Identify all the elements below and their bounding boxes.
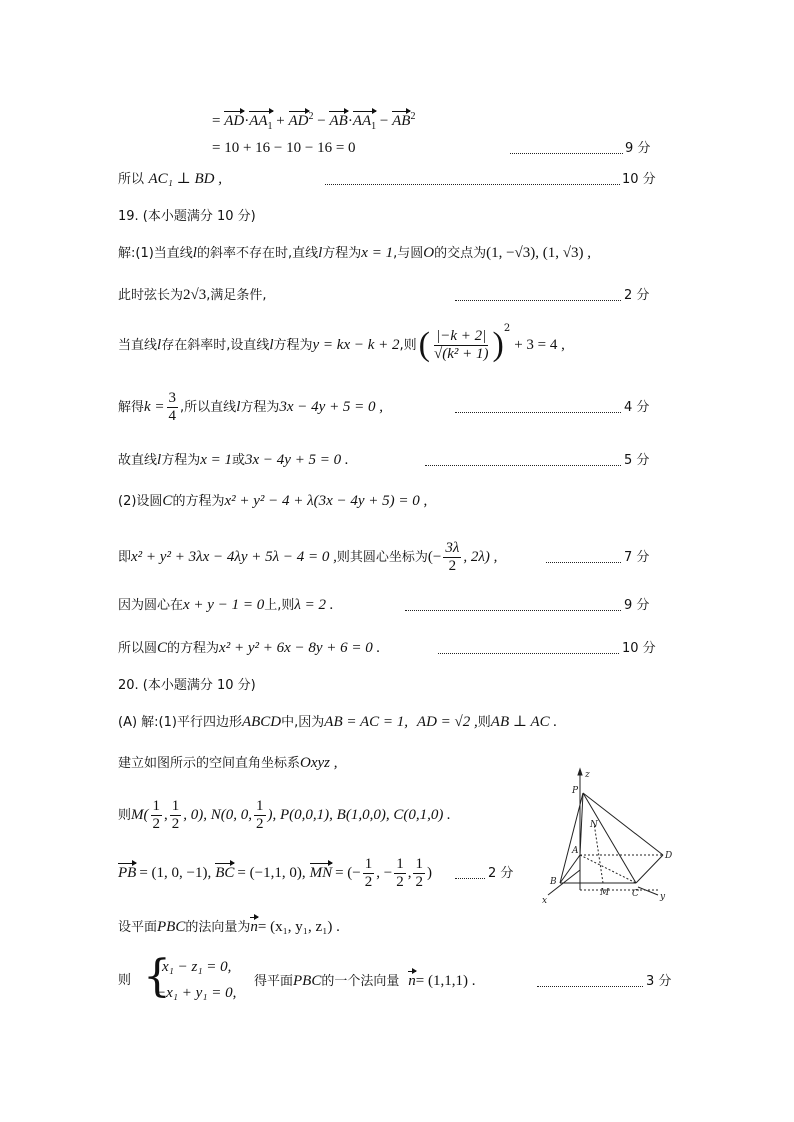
math: l [157, 336, 162, 353]
math: = (−1,1, 0), [237, 864, 306, 881]
edge-ab [560, 855, 580, 883]
conclusion-line [118, 172, 222, 187]
score-dots [546, 562, 621, 563]
text: 即 [118, 549, 132, 565]
math: (− [427, 548, 442, 565]
k-fraction [167, 390, 179, 424]
q20-line-6 [254, 974, 475, 989]
numerator: 3 [168, 390, 177, 406]
text: 的法向量为 [185, 920, 251, 935]
conclusion-math: AC₁ ⊥ BD , [148, 171, 222, 187]
math: = (1, 0, −1), [139, 864, 212, 881]
text: (2)设圆 [118, 494, 163, 509]
math: 3x − 4y + 5 = 0 , [279, 398, 384, 415]
label-a: A [572, 846, 579, 856]
denominator: 4 [168, 407, 177, 424]
text: ,所以直线 [180, 399, 237, 415]
math: + 3 = 4 , [514, 336, 565, 353]
denominator: 2 [448, 557, 457, 574]
math: PBC [293, 973, 322, 989]
text: ,与圆 [393, 246, 424, 261]
q19-line-9 [118, 641, 380, 656]
math: l [192, 245, 197, 261]
fraction [394, 856, 406, 890]
math: 2√3 [183, 287, 207, 303]
math: PBC [157, 919, 186, 935]
fraction [254, 798, 266, 832]
system-row-2: −x₁ + y₁ = 0, [156, 985, 237, 1001]
math: λ = 2 . [294, 597, 334, 613]
math: = (x₁, y₁, z₁) . [257, 919, 340, 935]
score-dots [438, 653, 619, 654]
math: y = kx − k + 2 [312, 336, 400, 353]
math: AB = AC = 1, [324, 714, 408, 730]
fraction [363, 856, 375, 890]
text: ,满足条件, [206, 288, 267, 303]
text: 方程为 [273, 337, 313, 353]
normal-vector: n [250, 919, 258, 935]
math: k = [144, 398, 165, 415]
q19-line-2 [118, 288, 267, 303]
q19-line-5 [118, 453, 349, 468]
label-z: z [585, 770, 590, 780]
fraction [151, 798, 163, 832]
score-dots [455, 412, 621, 413]
math: = (− [335, 864, 361, 881]
denominator: 2 [171, 815, 180, 832]
score-dots [455, 300, 621, 301]
question-19-heading: 19. (本小题满分 10 分) [118, 209, 256, 224]
math: ABCD [241, 714, 282, 730]
math: O [423, 245, 435, 261]
text: 设平面 [118, 920, 158, 935]
numerator: |−k + 2| [436, 328, 487, 344]
q19-line-8 [118, 598, 333, 613]
math: l [318, 245, 323, 261]
score-10: 10 分 [622, 172, 656, 187]
score-9: 9 分 [625, 141, 651, 156]
text: 方程为 [322, 246, 362, 261]
text: 存在斜率时,设直线 [161, 337, 270, 353]
text: 的斜率不存在时,直线 [196, 246, 319, 261]
text: ,则 [399, 337, 417, 353]
text: 的方程为 [172, 494, 225, 509]
math: = (1,1,1) . [415, 973, 476, 989]
math: AD = √2 , [416, 714, 478, 730]
y-axis [638, 887, 658, 895]
text: 则 [118, 807, 132, 823]
conclusion-prefix: 所以 [118, 172, 145, 187]
score-9b: 9 分 [624, 598, 650, 613]
q19-line-3: 当直线 l 存在斜率时,设直线 l 方程为 y = kx − k + 2 ,则 ( $\frac{|-k + 2|}{\text{√(k² + 1)}}$ ) $^2$ + 3 = 4 , [118, 323, 565, 363]
q19-line-4 [118, 390, 383, 424]
math: ), P(0,0,1), B(1,0,0), C(0,1,0) . [267, 806, 451, 823]
score-4: 4 分 [624, 400, 650, 415]
text: 则其圆心坐标为 [336, 549, 428, 565]
numerator: 1 [415, 856, 423, 872]
score-dots [537, 986, 643, 987]
math: C [157, 640, 168, 656]
q20-line-2 [118, 756, 338, 771]
text: 得平面 [254, 974, 294, 989]
denominator: 2 [152, 815, 161, 832]
q19-line-1 [118, 246, 591, 261]
score-dots [510, 153, 623, 154]
q19-line-6 [118, 494, 427, 509]
score-dots [455, 878, 485, 879]
label-y: y [660, 892, 666, 902]
label-p: P [572, 786, 579, 796]
paren-open: ( [418, 326, 430, 363]
paren-close: ) [492, 326, 504, 363]
label-x: x [542, 896, 548, 906]
pyramid-figure [538, 765, 678, 910]
numerator: 1 [256, 798, 264, 814]
label-d: D [665, 851, 673, 861]
denominator: 2 [396, 873, 404, 890]
math: C [162, 493, 173, 509]
text: (A) 解:(1)平行四边形 [118, 715, 242, 730]
denominator: √(k² + 1) [433, 345, 489, 362]
text: 则 [477, 715, 491, 730]
math: 3x − 4y + 5 = 0 . [245, 452, 349, 468]
equation-line-1: = $AD\cdot AA_1 + AD^2 - AB\cdot AA_1 - AB^2$ [212, 111, 416, 132]
left-brace: { [143, 951, 171, 1002]
equation-line-2: = 10 + 16 − 10 − 16 = 0 [212, 140, 356, 156]
math: x² + y² + 6x − 8y + 6 = 0 . [219, 640, 381, 656]
score-2: 2 分 [624, 288, 650, 303]
text: 方程为 [240, 399, 280, 415]
math: AB ⊥ AC . [490, 714, 558, 730]
score-7: 7 分 [624, 550, 650, 565]
math: l [236, 398, 241, 415]
text: 的方程为 [167, 641, 220, 656]
math: x² + y² − 4 + λ(3x − 4y + 5) = 0 , [224, 493, 428, 509]
then-label: 则 [118, 973, 132, 988]
denominator: 2 [364, 873, 373, 890]
math: l [157, 452, 162, 468]
math: l [269, 336, 274, 353]
math: ) [426, 864, 432, 881]
center-fraction [443, 540, 461, 574]
text: 中,因为 [281, 715, 325, 730]
score-10b: 10 分 [622, 641, 656, 656]
fraction [413, 856, 425, 890]
fraction [170, 798, 182, 832]
text: 方程为 [161, 453, 201, 468]
text: 故直线 [118, 453, 158, 468]
score-3: 3 分 [646, 974, 672, 989]
math: Oxyz , [300, 755, 338, 771]
score-dots [325, 184, 620, 185]
score-5: 5 分 [624, 453, 650, 468]
text: 因为圆心在 [118, 598, 184, 613]
math: x = 1 [361, 245, 394, 261]
text: 的一个法向量 [321, 974, 400, 989]
score-dots [405, 610, 621, 611]
math: x + y − 1 = 0 [183, 597, 265, 613]
label-b: B [550, 877, 557, 887]
q20-line-4: PB = (1, 0, −1), BC = (−1,1, 0), MN = (− $\frac{1}{2}$ , − $\frac{1}{2}$ , $\frac{1}{2}$ ) [118, 856, 432, 890]
text: 解得 [118, 399, 145, 415]
text: 建立如图所示的空间直角坐标系 [118, 756, 301, 771]
z-arrow [578, 769, 582, 775]
segment-mn [594, 823, 603, 883]
denominator: 2 [256, 815, 264, 832]
math: x = 1 [200, 452, 232, 468]
system-row-1: x₁ − z₁ = 0, [162, 959, 232, 975]
math: , 2λ) , [463, 548, 498, 565]
distance-fraction [432, 328, 491, 362]
math: M( [131, 806, 149, 823]
text: 此时弦长为 [118, 288, 184, 303]
denominator: 2 [415, 873, 423, 890]
q19-line-7 [118, 540, 497, 574]
vector-pb: PB [118, 864, 137, 881]
label-m: M [600, 888, 610, 898]
numerator: 3λ [445, 540, 460, 556]
q20-line-1 [118, 715, 557, 730]
q20-line-3: 则 M( $\frac{1}{2}$ , $\frac{1}{2}$ , 0), N(0, 0, $\frac{1}{2}$ ), P(0,0,1), B(1,0,0), C(0,1,0) . [118, 798, 451, 832]
text: 或 [231, 453, 245, 468]
score-dots [425, 465, 621, 466]
question-20-heading: 20. (本小题满分 10 分) [118, 678, 256, 693]
numerator: 1 [171, 798, 180, 814]
edge-cd [636, 855, 663, 883]
text: 解:(1)当直线 [118, 246, 193, 261]
math: , 0), N(0, 0, [183, 806, 253, 823]
numerator: 1 [364, 856, 373, 872]
normal-vector: n [408, 973, 416, 989]
math: x² + y² + 3λx − 4λy + 5λ − 4 = 0 , [131, 548, 337, 565]
text: 的交点为 [434, 246, 487, 261]
text: 当直线 [118, 337, 158, 353]
q20-line-5 [118, 920, 340, 935]
label-c: C [632, 889, 639, 899]
vector-bc: BC [215, 864, 235, 881]
math: (1, −√3), (1, √3) , [486, 245, 591, 261]
vector-mn: MN [309, 864, 333, 881]
text: 上,则 [264, 598, 295, 613]
text: 所以圆 [118, 641, 158, 656]
numerator: 1 [152, 798, 161, 814]
label-n: N [590, 820, 598, 830]
score-2b: 2 分 [488, 866, 514, 881]
numerator: 1 [396, 856, 404, 872]
